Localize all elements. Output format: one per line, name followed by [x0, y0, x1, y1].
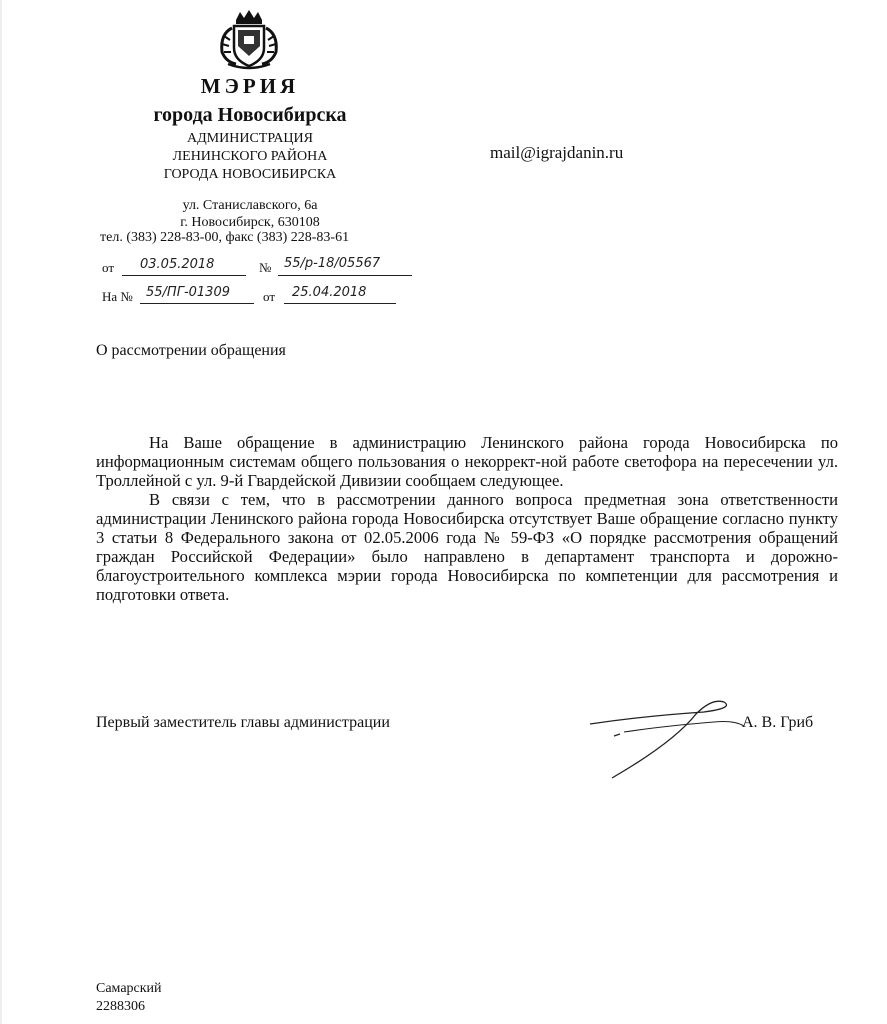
letter-subject: О рассмотрении обращения: [96, 342, 286, 359]
body-paragraph-1: На Ваше обращение в администрацию Ленинского района города Новосибирска по информационным системам общего пользования о некоррект-ной работе светофора на пересечении ул. Троллейной с ул. 9-й Гвардейской Дивизии сообщаем следующее.: [96, 433, 838, 490]
registration-number: 55/р-18/05567: [284, 256, 381, 271]
reply-number-underline: [140, 303, 254, 304]
handwritten-signature: [584, 692, 754, 782]
org-title: МЭРИЯ: [200, 74, 300, 98]
reply-date: 25.04.2018: [292, 285, 367, 300]
reply-to-label: На №: [102, 289, 133, 304]
admin-line-3: ГОРОДА НОВОСИБИРСКА: [163, 167, 337, 182]
executor-block: [96, 980, 162, 1016]
admin-line-1: АДМИНИСТРАЦИЯ: [187, 131, 313, 146]
phone-line: тел. (383) 228-83-00, факс (383) 228-83-61: [100, 230, 350, 245]
body-paragraph-2: В связи с тем, что в рассмотрении данного вопроса предметная зона ответственности администрации Ленинского района города Новосибирска отсутствует Ваше обращение согласно пункту 3 статьи 8 Федерального закона от 02.05.2006 года № 59-ФЗ «О порядке рассмотрения обращений граждан Российской Федерации» было направлено в департамент транспорта и дорожно-благоустроительного комплекса мэрии города Новосибирска по компетенции для рассмотрения и подготовки ответа.: [96, 490, 838, 604]
scan-edge: [0, 0, 2, 1024]
date-underline: [122, 275, 246, 276]
executor-name: Самарский: [96, 981, 162, 996]
number-label: №: [259, 260, 272, 275]
executor-phone: 2288306: [96, 999, 145, 1014]
signer-name: А. В. Гриб: [742, 714, 814, 731]
reply-to-number: 55/ПГ-01309: [146, 285, 230, 300]
reply-date-underline: [284, 303, 396, 304]
recipient-email: mail@igrajdanin.ru: [490, 143, 624, 162]
admin-line-2: ЛЕНИНСКОГО РАЙОНА: [172, 149, 328, 164]
number-underline: [278, 275, 412, 276]
registration-date: 03.05.2018: [140, 257, 215, 272]
coat-of-arms-icon: [214, 6, 284, 72]
address-line-2: г. Новосибирск, 630108: [180, 215, 320, 230]
from-label: от: [102, 260, 115, 275]
signer-position: Первый заместитель главы администрации: [96, 714, 390, 731]
org-city: города Новосибирска: [153, 104, 347, 126]
letter-body: [96, 433, 838, 604]
address-line-1: ул. Станиславского, 6а: [182, 198, 318, 213]
reply-from-label: от: [263, 289, 276, 304]
